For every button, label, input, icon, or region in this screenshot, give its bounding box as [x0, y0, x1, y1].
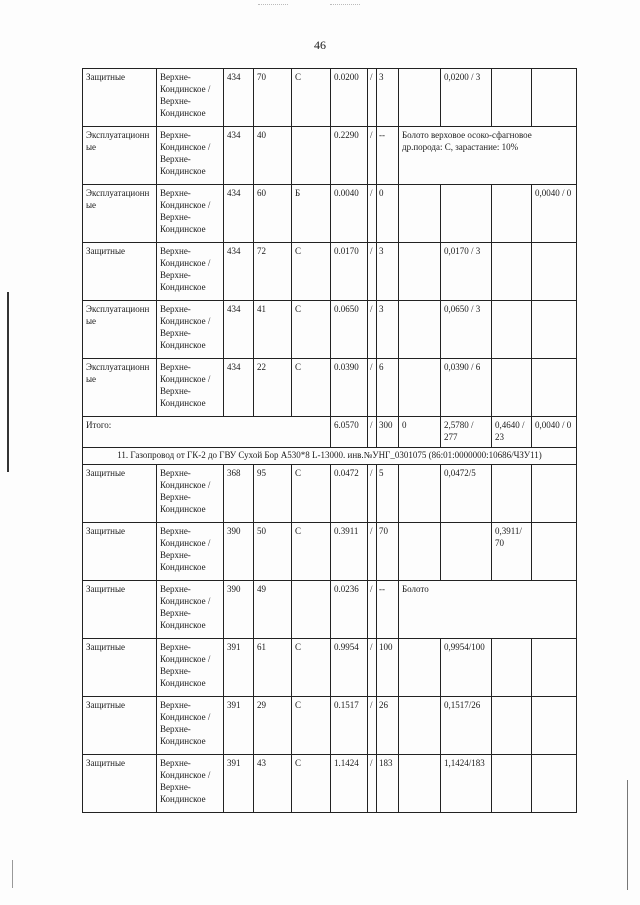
cell-slash: / [368, 523, 377, 581]
total-c12: 0,0040 / 0 [532, 417, 577, 448]
cell-extra [399, 301, 441, 359]
cell-area: 0.0472 [331, 465, 368, 523]
cell-area: 0.0200 [331, 69, 368, 127]
total-c11: 0,4640 / 23 [492, 417, 532, 448]
cell-code: 26 [377, 697, 399, 755]
cell-c10 [441, 523, 492, 581]
cell-quarter: 434 [224, 69, 254, 127]
cell-forestry: Верхне-Кондинское / Верхне-Кондинское [157, 581, 224, 639]
cell-c12 [532, 523, 577, 581]
cell-area: 0.2290 [331, 127, 368, 185]
scan-edge-mark [7, 292, 9, 472]
cell-group [292, 127, 331, 185]
total-row [83, 417, 577, 448]
cell-code: 5 [377, 465, 399, 523]
table-row [83, 755, 577, 813]
cell-forestry: Верхне-Кондинское / Верхне-Кондинское [157, 639, 224, 697]
cell-forestry: Верхне-Кондинское / Верхне-Кондинское [157, 359, 224, 417]
cell-note: Болото [399, 581, 577, 639]
cell-c12 [532, 69, 577, 127]
cell-c12 [532, 301, 577, 359]
cell-quarter: 434 [224, 301, 254, 359]
cell-slash: / [368, 127, 377, 185]
cell-c11 [492, 243, 532, 301]
cell-area: 0.3911 [331, 523, 368, 581]
cell-slash: / [368, 697, 377, 755]
cell-code: 6 [377, 359, 399, 417]
cell-category: Эксплуатационные [83, 185, 157, 243]
total-label: Итого: [83, 417, 331, 448]
cell-quarter: 390 [224, 581, 254, 639]
cell-c12 [532, 639, 577, 697]
cell-quarter: 391 [224, 639, 254, 697]
cell-section: 41 [254, 301, 292, 359]
cell-forestry: Верхне-Кондинское / Верхне-Кондинское [157, 697, 224, 755]
cell-extra [399, 755, 441, 813]
cell-section: 95 [254, 465, 292, 523]
table-row [83, 581, 577, 639]
table-row [83, 697, 577, 755]
cell-group: Б [292, 185, 331, 243]
cell-area: 0.0390 [331, 359, 368, 417]
table-row [83, 465, 577, 523]
cell-c11 [492, 69, 532, 127]
cell-quarter: 391 [224, 697, 254, 755]
table-row [83, 185, 577, 243]
table-row [83, 69, 577, 127]
cell-quarter: 434 [224, 127, 254, 185]
cell-c12 [532, 243, 577, 301]
cell-c12: 0,0040 / 0 [532, 185, 577, 243]
cell-code: -- [377, 581, 399, 639]
cell-forestry: Верхне-Кондинское / Верхне-Кондинское [157, 69, 224, 127]
cell-c12 [532, 755, 577, 813]
cell-extra [399, 359, 441, 417]
cell-c10 [441, 185, 492, 243]
cell-quarter: 434 [224, 359, 254, 417]
cell-c12 [532, 359, 577, 417]
table-body-part2 [83, 465, 577, 813]
cell-category: Эксплуатационные [83, 359, 157, 417]
cell-slash: / [368, 639, 377, 697]
cell-forestry: Верхне-Кондинское / Верхне-Кондинское [157, 755, 224, 813]
cell-c11 [492, 359, 532, 417]
cell-area: 0.1517 [331, 697, 368, 755]
cell-code: 3 [377, 243, 399, 301]
cell-c11 [492, 697, 532, 755]
cell-group [292, 581, 331, 639]
cell-section: 43 [254, 755, 292, 813]
cell-forestry: Верхне-Кондинское / Верхне-Кондинское [157, 301, 224, 359]
cell-group: С [292, 359, 331, 417]
cell-group: С [292, 697, 331, 755]
cell-category: Защитные [83, 639, 157, 697]
cell-c11 [492, 301, 532, 359]
cell-quarter: 390 [224, 523, 254, 581]
cell-slash: / [368, 359, 377, 417]
cell-category: Защитные [83, 755, 157, 813]
cell-c12 [532, 465, 577, 523]
cell-group: С [292, 243, 331, 301]
cell-c10: 1,1424/183 [441, 755, 492, 813]
cell-c10: 0,1517/26 [441, 697, 492, 755]
cell-category: Защитные [83, 581, 157, 639]
cell-section: 70 [254, 69, 292, 127]
total-c10: 2,5780 / 277 [441, 417, 492, 448]
cell-code: 0 [377, 185, 399, 243]
cell-slash: / [368, 301, 377, 359]
cell-category: Эксплуатационные [83, 301, 157, 359]
scan-edge-mark [12, 860, 13, 888]
cell-forestry: Верхне-Кондинское / Верхне-Кондинское [157, 243, 224, 301]
cell-category: Защитные [83, 69, 157, 127]
cell-section: 49 [254, 581, 292, 639]
cell-extra [399, 185, 441, 243]
scan-edge-mark [627, 780, 628, 890]
table-row [83, 243, 577, 301]
total-code: 300 [377, 417, 399, 448]
cell-c11: 0,3911/ 70 [492, 523, 532, 581]
cell-slash: / [368, 243, 377, 301]
cell-area: 0.0040 [331, 185, 368, 243]
cell-code: 100 [377, 639, 399, 697]
table-body-part1 [83, 69, 577, 417]
cell-c10: 0,0472/5 [441, 465, 492, 523]
cell-extra [399, 639, 441, 697]
cell-category: Эксплуатационные [83, 127, 157, 185]
cell-c10: 0,0170 / 3 [441, 243, 492, 301]
cell-slash: / [368, 465, 377, 523]
cell-quarter: 391 [224, 755, 254, 813]
table-row [83, 127, 577, 185]
cell-area: 0.0650 [331, 301, 368, 359]
cell-c10: 0,0390 / 6 [441, 359, 492, 417]
cell-extra [399, 69, 441, 127]
section-title: 11. Газопровод от ГК-2 до ГВУ Сухой Бор А530*8 L-13000. инв.№УНГ_0301075 (86:01:0000000:10686/ЧЗУ11) [83, 448, 577, 465]
cell-section: 72 [254, 243, 292, 301]
cell-c10: 0,0200 / 3 [441, 69, 492, 127]
cell-slash: / [368, 185, 377, 243]
cell-quarter: 434 [224, 185, 254, 243]
cell-group: С [292, 465, 331, 523]
table-row [83, 639, 577, 697]
cell-area: 1.1424 [331, 755, 368, 813]
cell-c11 [492, 755, 532, 813]
cell-extra [399, 465, 441, 523]
cell-section: 61 [254, 639, 292, 697]
forest-plots-table [82, 68, 577, 813]
cell-code: 3 [377, 69, 399, 127]
cell-section: 50 [254, 523, 292, 581]
cell-code: -- [377, 127, 399, 185]
cell-area: 0.0236 [331, 581, 368, 639]
cell-category: Защитные [83, 243, 157, 301]
cell-forestry: Верхне-Кондинское / Верхне-Кондинское [157, 465, 224, 523]
page-number: 46 [314, 38, 326, 52]
cell-section: 29 [254, 697, 292, 755]
cell-section: 60 [254, 185, 292, 243]
total-extra: 0 [399, 417, 441, 448]
cell-area: 0.0170 [331, 243, 368, 301]
cell-section: 22 [254, 359, 292, 417]
table-row [83, 523, 577, 581]
cell-c10: 0,9954/100 [441, 639, 492, 697]
cell-group: С [292, 301, 331, 359]
cell-c11 [492, 465, 532, 523]
table-row [83, 301, 577, 359]
cell-quarter: 368 [224, 465, 254, 523]
table-row [83, 359, 577, 417]
cell-c11 [492, 639, 532, 697]
section-title-row [83, 448, 577, 465]
cell-category: Защитные [83, 465, 157, 523]
cell-group: С [292, 755, 331, 813]
cell-note: Болото верховое осоко-сфагновое др.порода: С, зарастание: 10% [399, 127, 577, 185]
cell-extra [399, 523, 441, 581]
cell-quarter: 434 [224, 243, 254, 301]
scan-smudge [258, 4, 288, 11]
cell-slash: / [368, 581, 377, 639]
cell-category: Защитные [83, 523, 157, 581]
cell-category: Защитные [83, 697, 157, 755]
cell-forestry: Верхне-Кондинское / Верхне-Кондинское [157, 523, 224, 581]
cell-slash: / [368, 69, 377, 127]
cell-section: 40 [254, 127, 292, 185]
cell-c10: 0,0650 / 3 [441, 301, 492, 359]
cell-extra [399, 243, 441, 301]
scan-smudge [330, 4, 360, 11]
cell-code: 3 [377, 301, 399, 359]
cell-c12 [532, 697, 577, 755]
cell-slash: / [368, 755, 377, 813]
cell-group: С [292, 69, 331, 127]
cell-forestry: Верхне-Кондинское / Верхне-Кондинское [157, 185, 224, 243]
cell-forestry: Верхне-Кондинское / Верхне-Кондинское [157, 127, 224, 185]
cell-group: С [292, 639, 331, 697]
total-area: 6.0570 [331, 417, 368, 448]
cell-c11 [492, 185, 532, 243]
cell-extra [399, 697, 441, 755]
cell-area: 0.9954 [331, 639, 368, 697]
cell-code: 183 [377, 755, 399, 813]
total-slash: / [368, 417, 377, 448]
table-body-total [83, 417, 577, 465]
cell-code: 70 [377, 523, 399, 581]
cell-group: С [292, 523, 331, 581]
